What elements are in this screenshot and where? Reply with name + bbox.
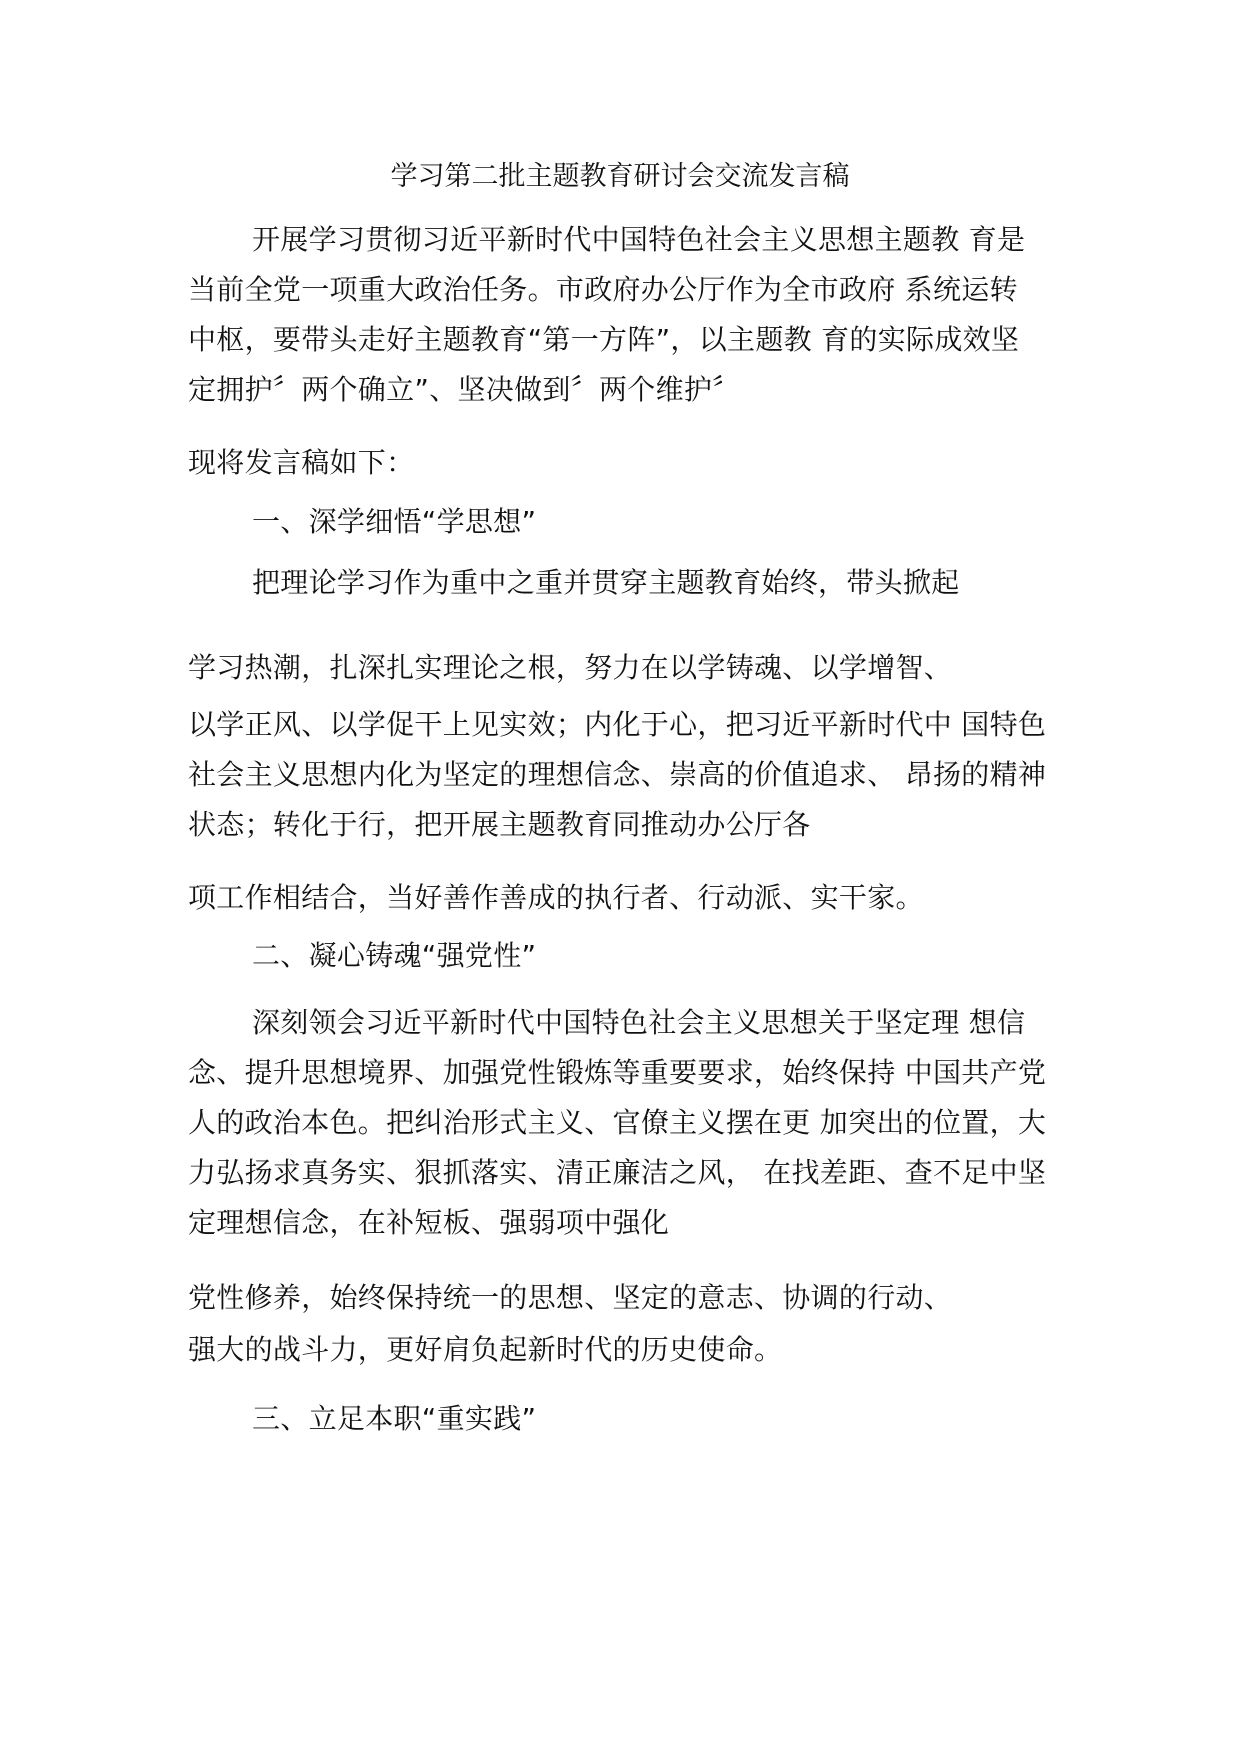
body-line: 把理论学习作为重中之重并贯穿主题教育始终，带头掀起: [252, 566, 960, 599]
document-title: 学习第二批主题教育研讨会交流发言稿: [390, 161, 850, 192]
section-heading: 二、凝心铸魂“强党性”: [252, 939, 537, 972]
body-line: 开展学习贯彻习近平新时代中国特色社会主义思想主题教 育是: [252, 223, 1026, 256]
body-line: 学习热潮，扎深扎实理论之根，努力在以学铸魂、以学增智、: [188, 651, 953, 684]
body-line: 项工作相结合，当好善作善成的执行者、行动派、实干家。: [188, 881, 924, 914]
section-heading: 一、深学细悟“学思想”: [252, 505, 537, 538]
body-line: 深刻领会习近平新时代中国特色社会主义思想关于坚定理 想信: [252, 1006, 1026, 1039]
body-line: 定拥护〞两个确立”、坚决做到〞两个维护〞: [188, 373, 741, 406]
body-line: 念、提升思想境界、加强党性锻炼等重要要求，始终保持 中国共产党: [188, 1056, 1047, 1089]
body-line: 党性修养，始终保持统一的思想、坚定的意志、协调的行动、: [188, 1281, 953, 1314]
body-line: 状态；转化于行，把开展主题教育同推动办公厅各: [188, 808, 811, 841]
body-line: 力弘扬求真务实、狠抓落实、清正廉洁之风， 在找差距、查不足中坚: [188, 1156, 1047, 1189]
section-heading: 三、立足本职“重实践”: [252, 1402, 537, 1435]
body-line: 社会主义思想内化为坚定的理想信念、崇高的价值追求、 昂扬的精神: [188, 758, 1047, 791]
body-line: 定理想信念，在补短板、强弱项中强化: [188, 1206, 670, 1239]
body-line: 当前全党一项重大政治任务。市政府办公厅作为全市政府 系统运转: [188, 273, 1018, 306]
body-line: 现将发言稿如下：: [188, 446, 415, 479]
body-line: 以学正风、以学促干上见实效；内化于心，把习近平新时代中 国特色: [188, 708, 1047, 741]
body-line: 人的政治本色。把纠治形式主义、官僚主义摆在更 加突出的位置，大: [188, 1106, 1047, 1139]
body-line: 强大的战斗力，更好肩负起新时代的历史使命。: [188, 1333, 783, 1366]
body-line: 中枢，要带头走好主题教育“第一方阵”，以主题教 育的实际成效坚: [188, 323, 1020, 356]
